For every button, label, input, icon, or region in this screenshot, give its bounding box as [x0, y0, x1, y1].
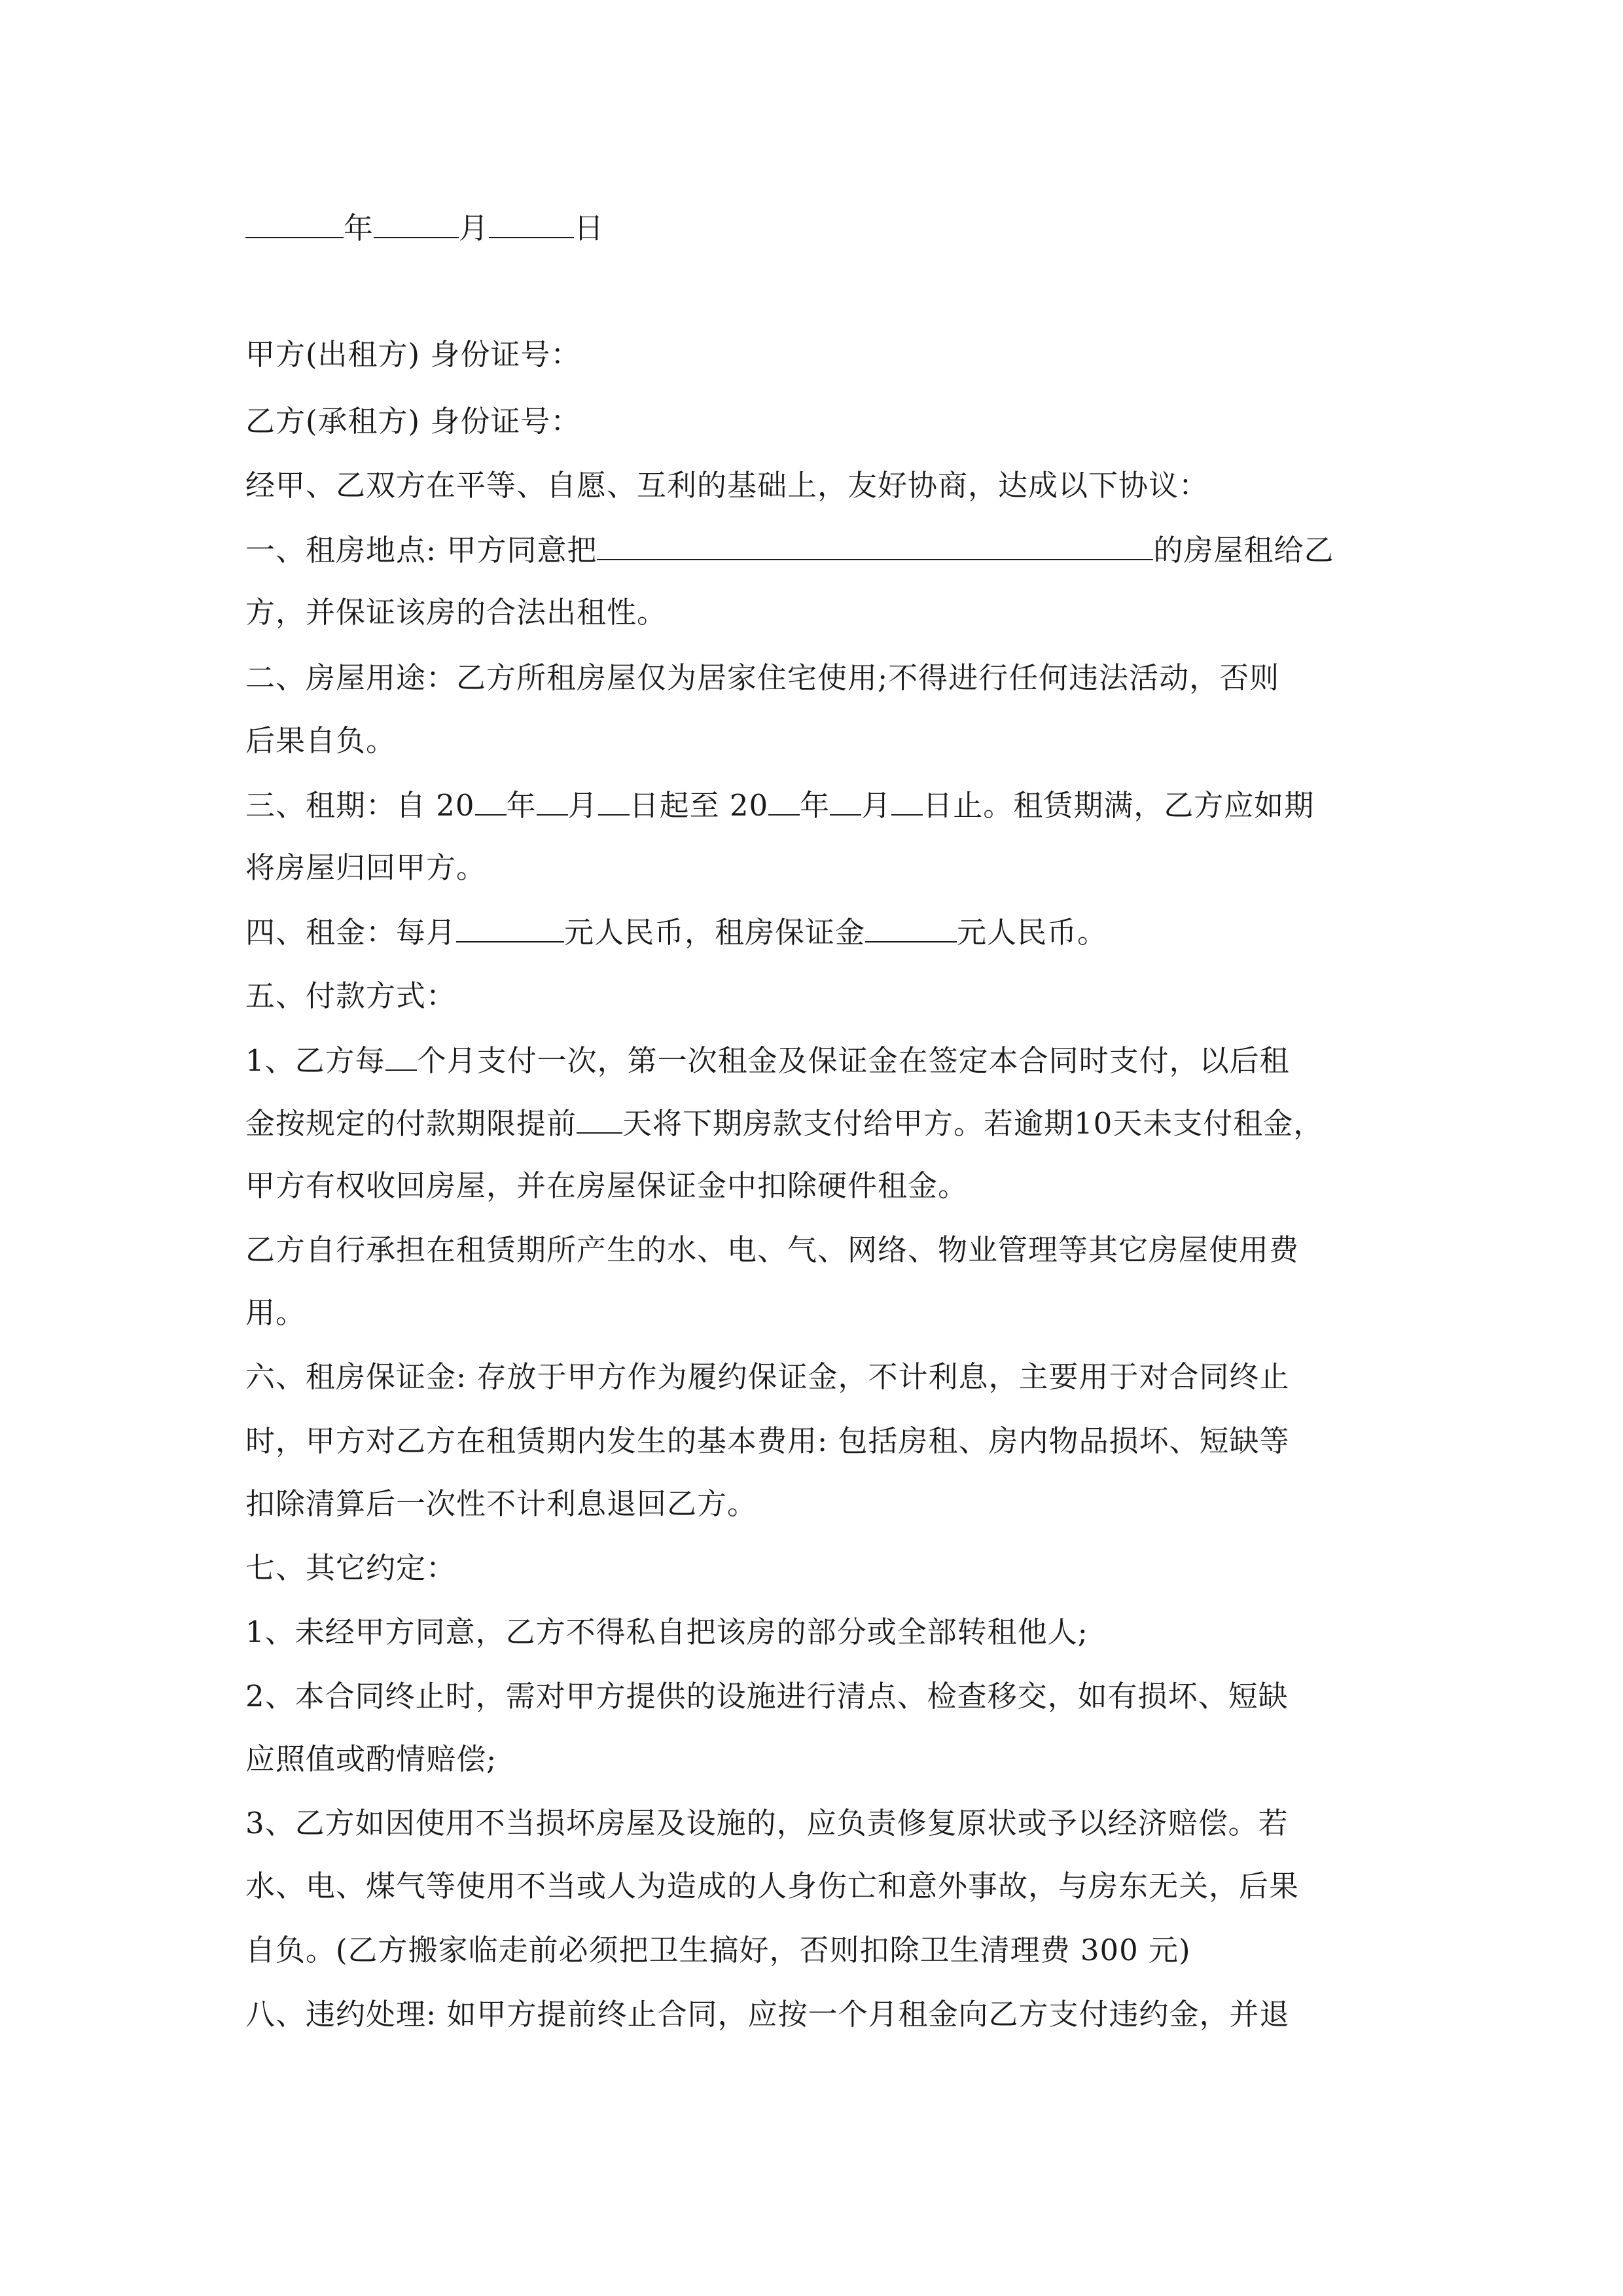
clause-7-1-line: 1、未经甲方同意，乙方不得私自把该房的部分或全部转租他人;: [245, 1615, 1088, 1649]
blank-start-month: [537, 785, 568, 816]
party-a-line: 甲方(出租方) 身份证号：: [245, 337, 581, 372]
clause-7-2-line-1: 2、本合同终止时，需对甲方提供的设施进行清点、检查移交，如有损坏、短缺: [245, 1679, 1289, 1713]
clause-7-3-line-2: 水、电、煤气等使用不当或人为造成的人身伤亡和意外事故，与房东无关，后果: [245, 1869, 1300, 1903]
blank-start-year: [475, 785, 507, 816]
clause-7-heading: 七、其它约定：: [245, 1551, 457, 1585]
blank-months: [385, 1041, 417, 1071]
clause-5-2-line-1: 乙方自行承担在租赁期所产生的水、电、气、网络、物业管理等其它房屋使用费: [245, 1232, 1300, 1267]
clause-7-2-line-2: 应照值或酌情赔偿;: [245, 1742, 497, 1776]
blank-start-day: [598, 785, 630, 816]
blank-end-day: [891, 785, 923, 816]
clause-6-line-2: 时，甲方对乙方在租赁期内发生的基本费用: 包括房租、房内物品损坏、短缺等: [245, 1424, 1290, 1458]
clause-5-2-line-2: 用。: [245, 1295, 306, 1330]
clause-3-line-2: 将房屋归回甲方。: [245, 850, 487, 885]
clause-1-line-2: 方，并保证该房的合法出租性。: [245, 595, 668, 630]
clause-2-line-2: 后果自负。: [245, 723, 397, 758]
blank-rent: [456, 912, 564, 942]
blank-end-year: [768, 785, 800, 816]
blank-month: [374, 208, 459, 238]
clause-2-line-1: 二、房屋用途：乙方所租房屋仅为居家住宅使用;不得进行任何违法活动，否则: [245, 660, 1280, 695]
clause-5-1-line-1: 1、乙方每 个月支付一次，第一次租金及保证金在签定本合同时支付，以后租: [245, 1041, 1290, 1081]
blank-day: [489, 208, 574, 238]
clause-8-line-1: 八、违约处理: 如甲方提前终止合同，应按一个月租金向乙方支付违约金，并退: [245, 1997, 1290, 2032]
party-b-line: 乙方(承租方) 身份证号：: [245, 404, 581, 439]
clause-5-1-line-3: 甲方有权收回房屋，并在房屋保证金中扣除硬件租金。: [245, 1168, 969, 1203]
blank-days: [577, 1103, 622, 1134]
clause-5-1-line-2: 金按规定的付款期限提前 天将下期房款支付给甲方。若逾期10天未支付租金，: [245, 1103, 1323, 1143]
blank-year: [245, 208, 344, 238]
clause-1-line-1: 一、租房地点: 甲方同意把 的房屋租给乙: [245, 530, 1334, 570]
blank-deposit: [865, 912, 957, 942]
clause-6-line-3: 扣除清算后一次性不计利息退回乙方。: [245, 1486, 758, 1521]
blank-address: [597, 530, 1153, 560]
preamble-line: 经甲、乙双方在平等、自愿、互利的基础上，友好协商，达成以下协议：: [245, 468, 1209, 503]
clause-5-heading: 五、付款方式：: [245, 978, 457, 1013]
clause-7-3-line-3: 自负。(乙方搬家临走前必须把卫生搞好，否则扣除卫生清理费 300 元): [245, 1933, 1191, 1967]
blank-end-month: [830, 785, 861, 816]
clause-7-3-line-1: 3、乙方如因使用不当损坏房屋及设施的，应负责修复原状或予以经济赔偿。若: [245, 1806, 1289, 1840]
date-line: 年 月 日: [245, 208, 604, 248]
clause-6-line-1: 六、租房保证金: 存放于甲方作为履约保证金，不计利息，主要用于对合同终止: [245, 1359, 1290, 1394]
clause-4-line: 四、租金：每月 元人民币，租房保证金 元人民币。: [245, 912, 1107, 952]
clause-3-line-1: 三、租期：自 20 年 月 日起至 20 年 月 日止。租赁期满，乙方应如期: [245, 785, 1314, 825]
